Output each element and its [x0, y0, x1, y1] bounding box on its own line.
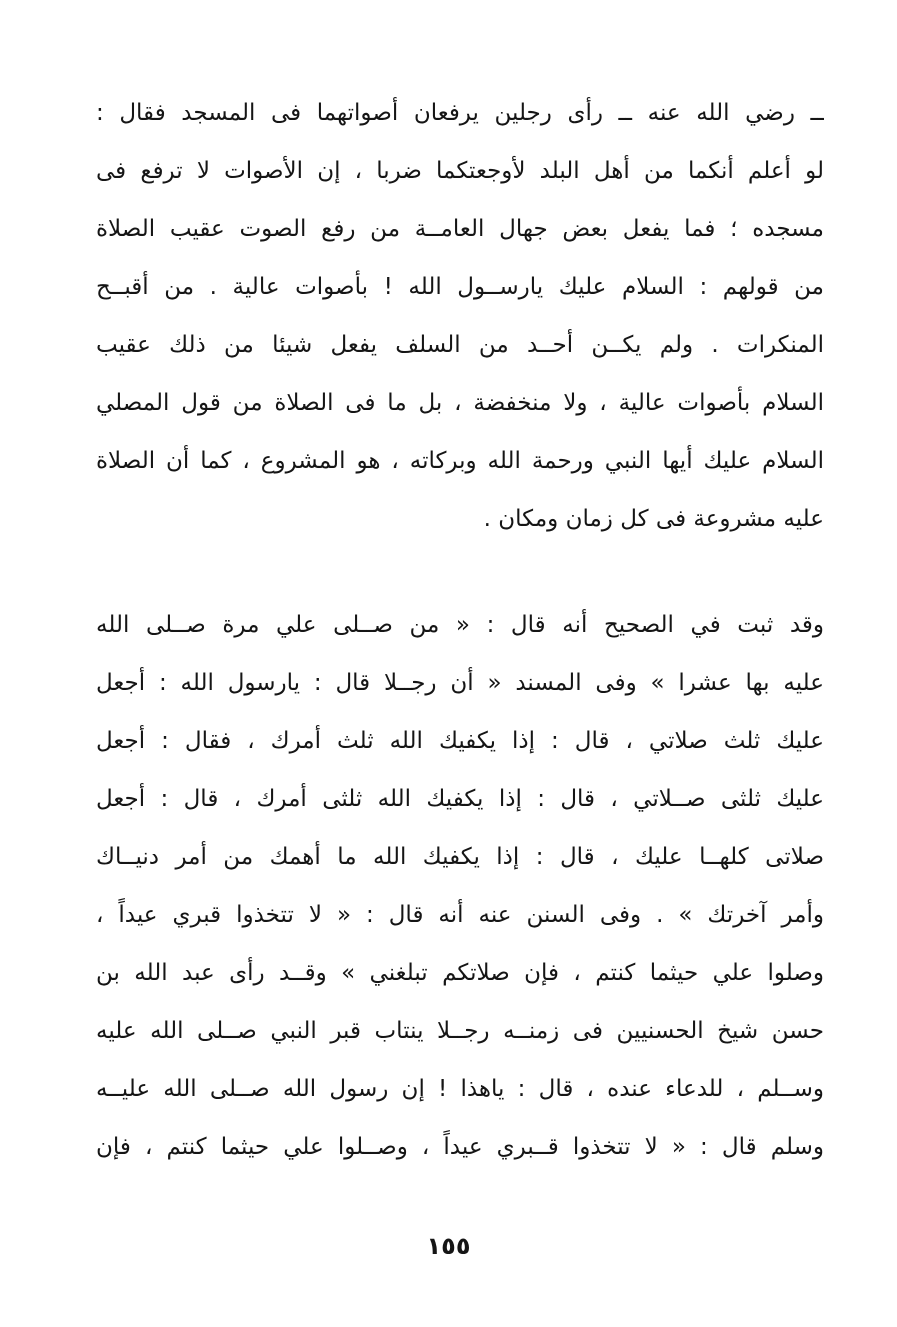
text-line: عليك ثلثى صــلاتي ، قال : إذا يكفيك الله ثلثى أمرك ، قال : أجعل [96, 786, 824, 812]
text-line: المنكرات . ولم يكــن أحــد من السلف يفعل شيئا من ذلك عقيب [96, 332, 824, 358]
text-line: عليك ثلث صلاتي ، قال : إذا يكفيك الله ثلث أمرك ، فقال : أجعل [96, 728, 824, 754]
text-line: السلام بأصوات عالية ، ولا منخفضة ، بل ما فى الصلاة من قول المصلي [96, 390, 824, 416]
text-line: عليه بها عشرا » وفى المسند « أن رجــلا قال : يارسول الله : أجعل [96, 670, 824, 696]
text-line: صلاتى كلهــا عليك ، قال : إذا يكفيك الله ما أهمك من أمر دنيــاك [96, 844, 824, 870]
page-number: ١٥٥ [426, 1232, 471, 1260]
text-line: وســلم ، للدعاء عنده ، قال : ياهذا ! إن رسول الله صــلى الله عليــه [96, 1076, 824, 1102]
text-line: لو أعلم أنكما من أهل البلد لأوجعتكما ضربا ، إن الأصوات لا ترفع فى [96, 158, 824, 184]
text-line: وصلوا علي حيثما كنتم ، فإن صلاتكم تبلغني » وقــد رأى عبد الله بن [96, 960, 824, 986]
text-line: من قولهم : السلام عليك يارســول الله ! بأصوات عالية . من أقبــح [96, 274, 824, 300]
text-line: وقد ثبت في الصحيح أنه قال : « من صــلى علي مرة صــلى الله [96, 612, 824, 638]
text-line: حسن شيخ الحسنيين فى زمنــه رجــلا ينتاب قبر النبي صــلى الله عليه [96, 1018, 824, 1044]
text-line: ــ رضي الله عنه ــ رأى رجلين يرفعان أصواتهما فى المسجد فقال : [96, 100, 824, 126]
text-line: وأمر آخرتك » . وفى السنن عنه أنه قال : « لا تتخذوا قبري عيداً ، [96, 902, 824, 928]
text-line: عليه مشروعة فى كل زمان ومكان . [483, 506, 824, 532]
paragraph-2 [96, 596, 824, 1176]
paragraph-1 [96, 84, 824, 548]
text-line: السلام عليك أيها النبي ورحمة الله وبركاته ، هو المشروع ، كما أن الصلاة [96, 448, 824, 474]
text-line: وسلم قال : « لا تتخذوا قــبري عيداً ، وصــلوا علي حيثما كنتم ، فإن [96, 1134, 824, 1160]
text-line: مسجده ؛ فما يفعل بعض جهال العامــة من رفع الصوت عقيب الصلاة [96, 216, 824, 242]
